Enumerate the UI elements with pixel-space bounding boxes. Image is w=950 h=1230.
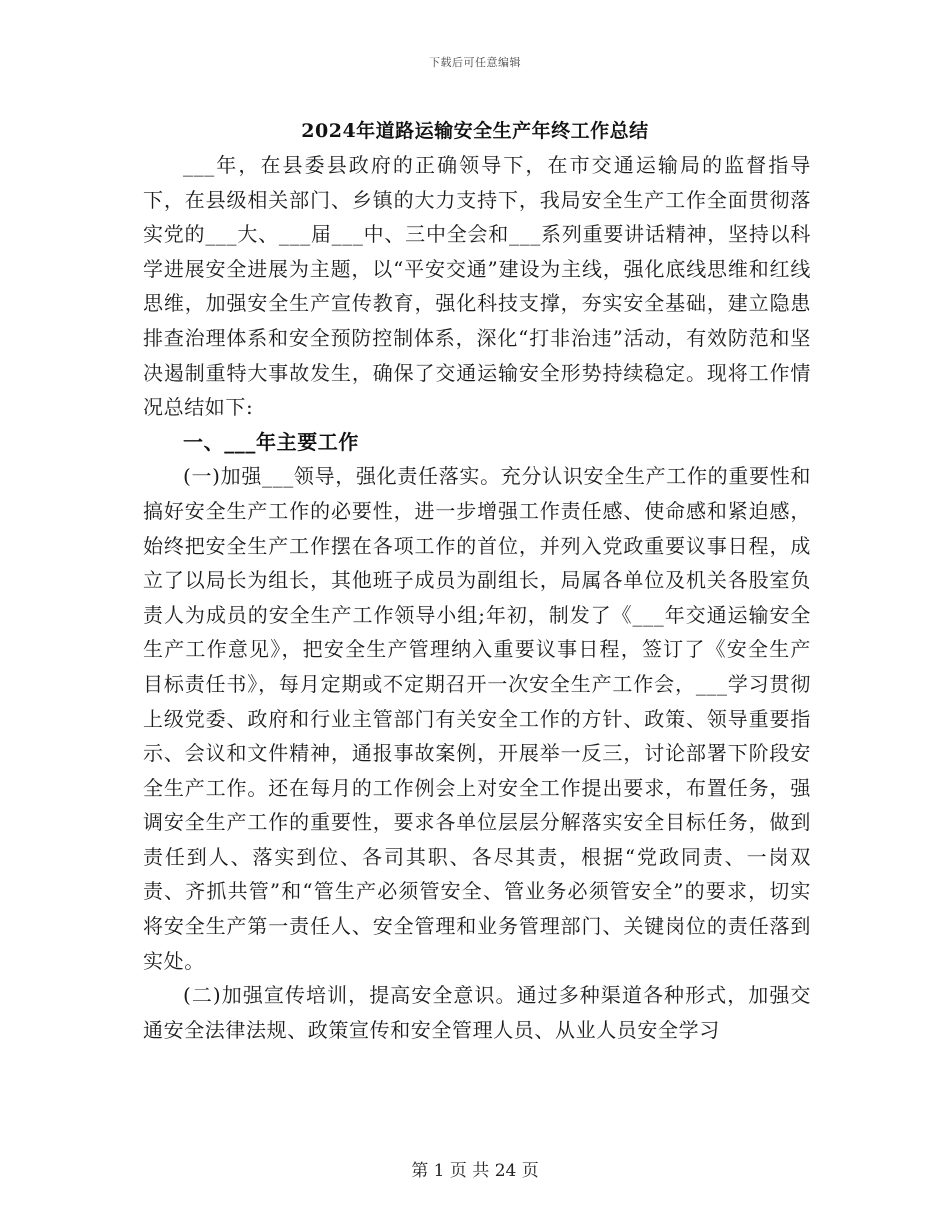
section-heading: 一、___年主要工作 (183, 429, 359, 454)
page-number-footer: 第 1 页 共 24 页 (411, 1161, 539, 1181)
document-title: 2024年道路运输安全生产年终工作总结 (301, 120, 649, 142)
paragraph-2: (二)加强宣传培训，提高安全意识。通过多种渠道各种形式，加强交通安全法律法规、政策宣传和安全管理人员、从业人员安全学习 (143, 983, 811, 1042)
paragraph-1: (一)加强___领导，强化责任落实。充分认识安全生产工作的重要性和搞好安全生产工作的必要性，进一步增强工作责任感、使命感和紧迫感，始终把安全生产工作摆在各项工作的首位，并列入党政重要议事日程，成立了以局长为组长，其他班子成员为副组长，局属各单位及机关各股室负责人为成员的安全生产工作领导小组;年初，制发了《___年交通运输安全生产工作意见》，把安全生产管理纳入重要议事日程，签订了《安全生产目标责任书》，每月定期或不定期召开一次安全生产工作会，___学习贯彻上级党委、政府和行业主管部门有关安全工作的方针、政策、领导重要指示、会议和文件精神，通报事故案例，开展举一反三，讨论部署下阶段安全生产工作。还在每月的工作例会上对安全工作提出要求，布置任务，强调安全生产工作的重要性，要求各单位层层分解落实安全目标任务，做到责任到人、落实到位、各司其职、各尽其责，根据“党政同责、一岗双责、齐抓共管”和“管生产必须管安全、管业务必须管安全”的要求，切实将安全生产第一责任人、安全管理和业务管理部门、关键岗位的责任落到实处。 (143, 464, 811, 973)
document-body (143, 148, 811, 1047)
intro-paragraph: ___年，在县委县政府的正确领导下，在市交通运输局的监督指导下，在县级相关部门、乡镇的大力支持下，我局安全生产工作全面贯彻落实党的___大、___届___中、三中全会和___系列重要讲话精神，坚持以科学进展安全进展为主题，以“平安交通”建设为主线，强化底线思维和红线思维，加强安全生产宣传教育，强化科技支撑，夯实安全基础，建立隐患排查治理体系和安全预防控制体系，深化“打非治违”活动，有效防范和坚决遏制重特大事故发生，确保了交通运输安全形势持续稳定。现将工作情况总结如下: (143, 153, 811, 420)
header-note: 下载后可任意编辑 (429, 56, 521, 69)
